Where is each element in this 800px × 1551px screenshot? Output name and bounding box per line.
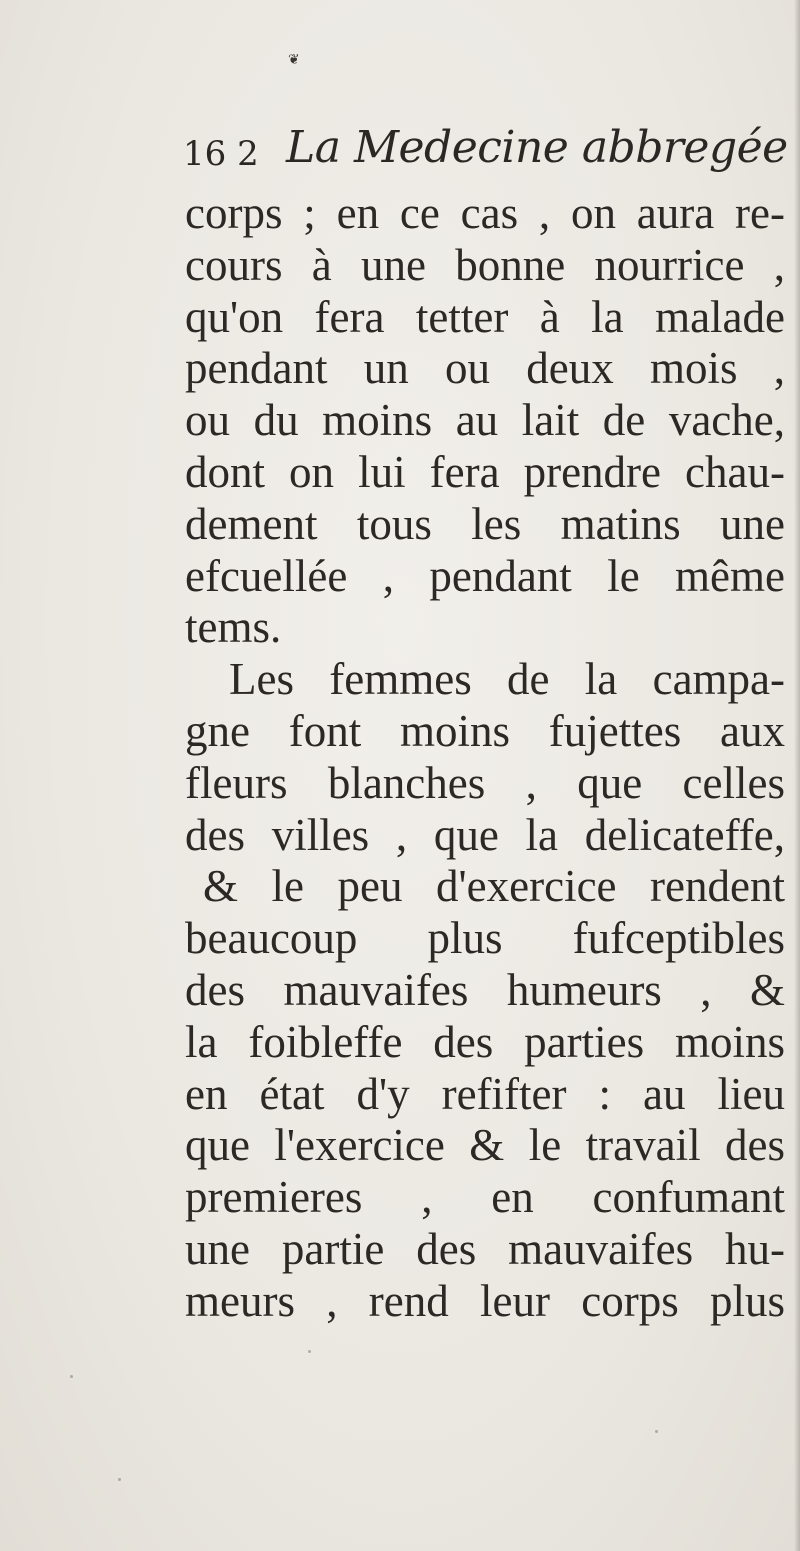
fleuron-ornament: ❦ [288, 52, 300, 68]
text-line: premieres , en confumant [185, 1172, 785, 1223]
text-line: efcuellée , pendant le même [185, 550, 785, 601]
text-line: des villes , que la delicateffe, [185, 809, 785, 860]
text-line: beaucoup plus fufceptibles [185, 913, 785, 964]
text-line: une partie des mauvaifes hu- [185, 1223, 785, 1274]
text-line: que l'exercice & le travail des [185, 1120, 785, 1171]
paper-speck [308, 1350, 311, 1353]
text-line: tems. [185, 602, 282, 653]
page-number: 16 2 [183, 134, 259, 174]
text-line: la foibleffe des parties moins [185, 1016, 785, 1067]
paragraph-start-line: Les femmes de la campa- [229, 654, 785, 705]
paper-speck [118, 1478, 121, 1481]
text-line: corps ; en ce cas , on aura re- [185, 188, 785, 238]
text-line: meurs , rend leur corps plus [185, 1275, 785, 1326]
text-line: qu'on fera tetter à la malade [185, 291, 785, 342]
text-line: en état d'y refifter : au lieu [185, 1068, 785, 1119]
text-line: cours à une bonne nourrice , [185, 239, 785, 290]
text-line: dement tous les matins une [185, 498, 785, 549]
text-line: gne font moins fujettes aux [185, 705, 785, 756]
text-line: dont on lui fera prendre chau- [185, 446, 785, 497]
text-line: pendant un ou deux mois , [185, 343, 785, 394]
running-title: La Medecine abbregée [286, 122, 788, 173]
text-line: fleurs blanches , que celles [185, 757, 785, 808]
text-line: & le peu d'exercice rendent [203, 861, 785, 912]
text-line: des mauvaifes humeurs , & [185, 964, 785, 1015]
page-edge-shadow [794, 0, 800, 1551]
text-line: ou du moins au lait de vache, [185, 395, 785, 446]
body-text [185, 188, 785, 1328]
page-header [183, 122, 788, 192]
paper-speck [655, 1430, 658, 1433]
paper-speck [70, 1375, 73, 1378]
